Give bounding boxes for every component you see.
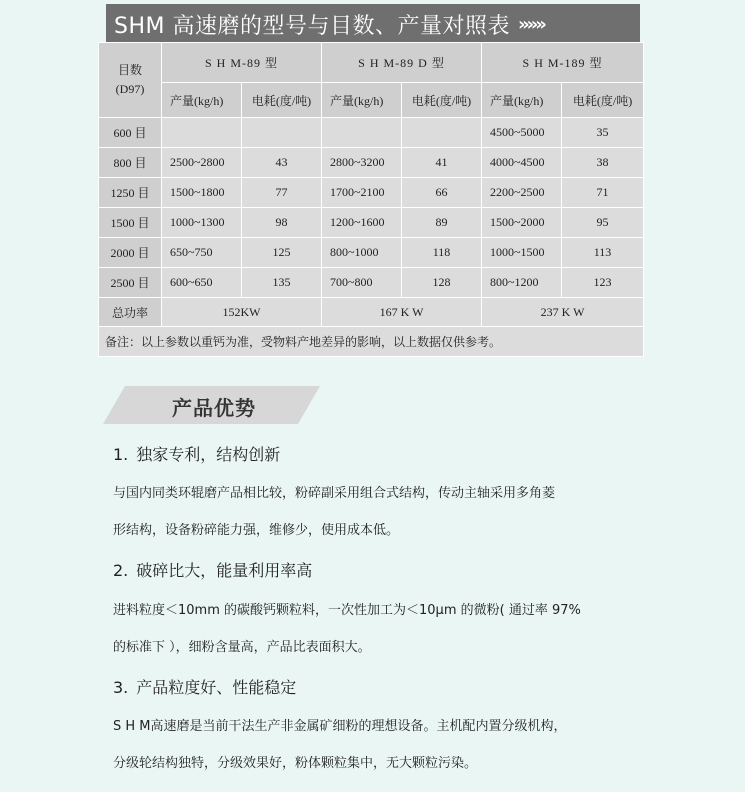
advantage-heading-3: [113, 675, 296, 698]
output-cell: 4500~5000: [482, 118, 562, 148]
power-cell: 95: [562, 208, 644, 238]
table-row: [99, 238, 644, 268]
advantage-heading-2: [113, 558, 312, 581]
output-cell: [322, 118, 402, 148]
output-header: 产量(kg/h): [482, 83, 562, 118]
mesh-unit: (D97): [115, 82, 145, 96]
advantage-body-line: 分级轮结构独特，分级效果好，粉体颗粒集中，无大颗粒污染。: [113, 756, 478, 771]
power-cell: 71: [562, 178, 644, 208]
power-cell: 38: [562, 148, 644, 178]
mesh-cell: 1500 目: [99, 208, 162, 238]
mesh-header-cell: [99, 43, 162, 118]
model-header-2: S H M-89 D 型: [322, 43, 482, 83]
total-power-cell: 152KW: [162, 298, 322, 327]
advantage-heading-text: 独家专利，结构创新: [136, 445, 281, 464]
power-cell: 118: [402, 238, 482, 268]
power-header: 电耗(度/吨): [562, 83, 644, 118]
mesh-cell: 1250 目: [99, 178, 162, 208]
mesh-cell: 2000 目: [99, 238, 162, 268]
output-cell: 2200~2500: [482, 178, 562, 208]
table-title-banner: [106, 4, 640, 42]
table-row: [99, 208, 644, 238]
advantage-heading-text: 产品粒度好、性能稳定: [136, 678, 297, 697]
output-cell: 1700~2100: [322, 178, 402, 208]
output-cell: 650~750: [162, 238, 242, 268]
advantage-body-line: S H M高速磨是当前干法生产非金属矿细粉的理想设备。主机配内置分级机构，: [113, 719, 567, 734]
total-power-row: [99, 298, 644, 327]
power-header: 电耗(度/吨): [242, 83, 322, 118]
total-power-cell: 237 K W: [482, 298, 644, 327]
output-cell: 800~1000: [322, 238, 402, 268]
output-cell: 2500~2800: [162, 148, 242, 178]
table-header-row: [99, 43, 644, 83]
section-title: 产品优势: [172, 396, 256, 420]
advantage-number: 2.: [113, 561, 129, 580]
total-power-cell: 167 K W: [322, 298, 482, 327]
mesh-cell: 800 目: [99, 148, 162, 178]
output-cell: 800~1200: [482, 268, 562, 298]
banner-title: SHM 高速磨的型号与目数、产量对照表: [114, 14, 510, 39]
model-spec-table: [98, 42, 644, 357]
power-cell: 98: [242, 208, 322, 238]
output-cell: [162, 118, 242, 148]
power-cell: [242, 118, 322, 148]
total-power-label: 总功率: [99, 298, 162, 327]
table-subheader-row: [99, 83, 644, 118]
output-header: 产量(kg/h): [162, 83, 242, 118]
power-cell: 128: [402, 268, 482, 298]
advantage-number: 1.: [113, 445, 129, 464]
output-cell: 2800~3200: [322, 148, 402, 178]
model-header-3: S H M-189 型: [482, 43, 644, 83]
advantage-body-line: 与国内同类环辊磨产品相比较，粉碎副采用组合式结构，传动主轴采用多角菱: [113, 486, 556, 501]
note-row: [99, 327, 644, 357]
model-header-1: S H M-89 型: [162, 43, 322, 83]
power-cell: 66: [402, 178, 482, 208]
output-cell: 1500~2000: [482, 208, 562, 238]
advantage-body-line: 形结构，设备粉碎能力强，维修少，使用成本低。: [113, 523, 400, 538]
power-cell: [402, 118, 482, 148]
power-cell: 123: [562, 268, 644, 298]
output-cell: 4000~4500: [482, 148, 562, 178]
power-cell: 35: [562, 118, 644, 148]
output-cell: 1500~1800: [162, 178, 242, 208]
table-row: [99, 118, 644, 148]
power-cell: 135: [242, 268, 322, 298]
advantage-body-line: 的标准下 ），细粉含量高，产品比表面积大。: [113, 640, 371, 655]
output-header: 产量(kg/h): [322, 83, 402, 118]
power-cell: 125: [242, 238, 322, 268]
advantage-heading-1: [113, 442, 280, 465]
power-cell: 41: [402, 148, 482, 178]
advantage-number: 3.: [113, 678, 129, 697]
advantage-body-line: 进料粒度＜10mm 的碳酸钙颗粒料，一次性加工为＜10μm 的微粉( 通过率 97%: [113, 603, 581, 618]
output-cell: 700~800: [322, 268, 402, 298]
table-row: [99, 178, 644, 208]
mesh-cell: 2500 目: [99, 268, 162, 298]
double-chevron-icon: »»»: [518, 14, 544, 35]
power-cell: 113: [562, 238, 644, 268]
output-cell: 1000~1300: [162, 208, 242, 238]
table-row: [99, 148, 644, 178]
table-row: [99, 268, 644, 298]
power-header: 电耗(度/吨): [402, 83, 482, 118]
mesh-header: 目数: [117, 63, 142, 77]
table-note: 备注：以上参数以重钙为准，受物料产地差异的影响，以上数据仅供参考。: [99, 327, 644, 357]
power-cell: 89: [402, 208, 482, 238]
advantage-heading-text: 破碎比大，能量利用率高: [136, 561, 313, 580]
output-cell: 1200~1600: [322, 208, 402, 238]
output-cell: 600~650: [162, 268, 242, 298]
output-cell: 1000~1500: [482, 238, 562, 268]
mesh-cell: 600 目: [99, 118, 162, 148]
power-cell: 77: [242, 178, 322, 208]
power-cell: 43: [242, 148, 322, 178]
